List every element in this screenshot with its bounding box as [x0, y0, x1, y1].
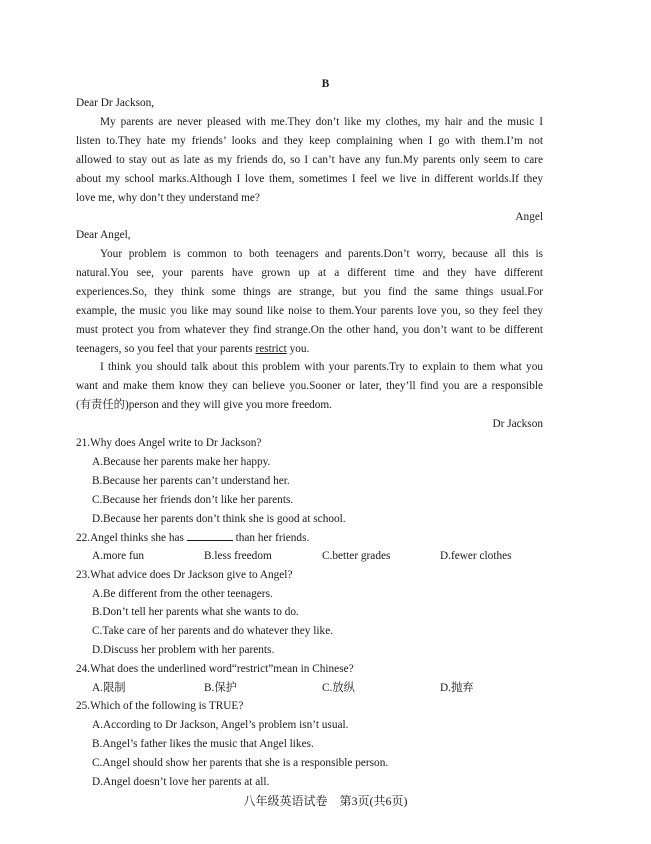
letter2-text: you.: [286, 343, 310, 355]
question-21-stem: 21.Why does Angel write to Dr Jackson?: [76, 437, 262, 449]
q22-stem-before: 22.Angel thinks she has: [76, 532, 187, 544]
letter2-line: Your problem is common to both teenagers and parents.Don’t worry, because all this is: [100, 248, 543, 260]
q23-option-b: B.Don’t tell her parents what she wants to do.: [92, 606, 299, 618]
answer-blank: [187, 530, 233, 541]
q24-option-b: B.保护: [204, 682, 237, 694]
q22-option-d: D.fewer clothes: [440, 550, 512, 562]
q25-option-a: A.According to Dr Jackson, Angel’s problem isn’t usual.: [92, 719, 349, 731]
question-22-stem: [76, 530, 543, 545]
q24-option-d: D.抛弃: [440, 682, 474, 694]
letter2-line: want and make them know they can believe you.Sooner or later, they’ll find you are a responsible: [76, 380, 543, 392]
letter1-signature: Angel: [515, 211, 543, 223]
letter1-line: about my school marks.Although I love them, sometimes I feel we live in different worlds.If they: [76, 173, 543, 185]
q22-option-b: B.less freedom: [204, 550, 272, 562]
q22-option-c: C.better grades: [322, 550, 391, 562]
letter2-signature: Dr Jackson: [492, 418, 543, 430]
section-heading: B: [321, 78, 330, 90]
letter1-line: My parents are never pleased with me.They don’t like my clothes, my hair and the music I: [100, 116, 543, 128]
q25-option-d: D.Angel doesn’t love her parents at all.: [92, 776, 270, 788]
q25-option-c: C.Angel should show her parents that she is a responsible person.: [92, 757, 389, 769]
letter2-line: I think you should talk about this problem with your parents.Try to explain to them what you: [100, 361, 543, 373]
letter2-line: example, the music you like may sound like noise to them.Your parents love you, so they feel they: [76, 305, 543, 317]
underlined-word-restrict: restrict: [255, 343, 287, 355]
letter1-line: allowed to stay out as late as my friends do, so I can’t have any fun.My parents only seem to care: [76, 154, 543, 166]
page-footer: 八年级英语试卷 第3页(共6页): [243, 794, 408, 808]
letter2-line: must protect you from whatever they find strange.On the other hand, you don’t want to be different: [76, 324, 543, 336]
q23-option-c: C.Take care of her parents and do whatever they like.: [92, 625, 334, 637]
q23-option-d: D.Discuss her problem with her parents.: [92, 644, 275, 656]
q21-option-c: C.Because her friends don’t like her parents.: [92, 494, 294, 506]
q22-stem-after: than her friends.: [232, 532, 310, 544]
letter2-salutation: Dear Angel,: [76, 229, 131, 241]
letter1-line: love me, why don’t they understand me?: [76, 192, 260, 204]
q25-option-b: B.Angel’s father likes the music that Angel likes.: [92, 738, 314, 750]
q21-option-a: A.Because her parents make her happy.: [92, 456, 271, 468]
question-25-stem: 25.Which of the following is TRUE?: [76, 700, 244, 712]
letter2-line: [76, 342, 543, 356]
letter1-line: listen to.They hate my friends’ looks and they keep complaining when I go with them.I’m not: [76, 135, 543, 147]
question-24-stem: 24.What does the underlined word“restrict”mean in Chinese?: [76, 663, 354, 675]
letter2-line: experiences.So, they think some things are strange, but you find the same things usual.For: [76, 286, 543, 298]
letter2-text: teenagers, so you feel that your parents: [76, 343, 256, 355]
q22-option-a: A.more fun: [92, 550, 145, 562]
q23-option-a: A.Be different from the other teenagers.: [92, 588, 273, 600]
q24-option-a: A.限制: [92, 682, 126, 694]
question-23-stem: 23.What advice does Dr Jackson give to Angel?: [76, 569, 293, 581]
letter1-salutation: Dear Dr Jackson,: [76, 97, 155, 109]
q21-option-b: B.Because her parents can’t understand her.: [92, 475, 290, 487]
q21-option-d: D.Because her parents don’t think she is good at school.: [92, 513, 346, 525]
q24-option-c: C.放纵: [322, 682, 355, 694]
letter2-line: (有责任的)person and they will give you more freedom.: [76, 399, 333, 411]
letter2-line: natural.You see, your parents have grown up at a different time and they have different: [76, 267, 543, 279]
